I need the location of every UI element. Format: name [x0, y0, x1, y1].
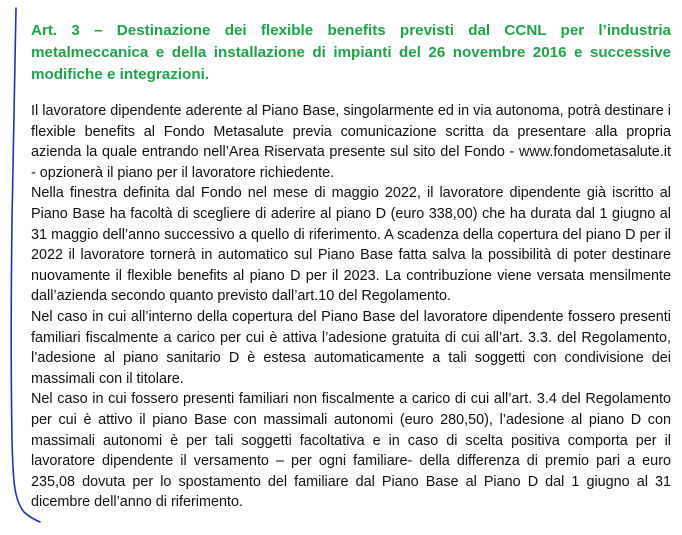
paragraph-adhesion: Il lavoratore dipendente aderente al Piano Base, singolarmente ed in via autonoma, potrà destinare i flexible benefits al Fondo Metasalute previa comunicazione scritta da presentare alla propria azienda la quale entrando nell’Area Riservata presente sul sito del Fondo - www.fondometasalute.it - opzionerà il piano per il lavoratore richiedente. — [31, 103, 671, 181]
article-content — [31, 20, 671, 513]
article-title: Art. 3 – Destinazione dei flexible benefits previsti dal CCNL per l’industria metalmeccanica e della installazione di impianti del 26 novembre 2016 e successive modifiche e integrazioni. — [31, 22, 671, 83]
paragraph-dependent-family: Nel caso in cui all’interno della copertura del Piano Base del lavoratore dipendente fossero presenti familiari fiscalmente a carico per cui è attiva l’adesione gratuita di cui all’art. 3.3. del Regolamento, l’adesione al piano sanitario D è estesa automaticamente a tali soggetti con condivisione dei massimali con il titolare. — [31, 308, 671, 387]
paragraph-plan-d-window: Nella finestra definita dal Fondo nel mese di maggio 2022, il lavoratore dipendente già iscritto al Piano Base ha facoltà di scegliere di aderire al piano D (euro 338,00) che ha durata dal 1 giugno al 31 maggio dell’anno successivo a quello di riferimento. A scadenza della copertura del piano D per il 2022 il lavoratore tornerà in automatico sul Piano Base fatta salva la possibilità di poter destinare nuovamente il flexible benefits al piano D per il 2023. La contribuzione viene versata mensilmente dall’azienda secondo quanto previsto dall’art.10 del Regolamento. — [31, 185, 671, 305]
paragraph-non-dependent-family: Nel caso in cui fossero presenti familiari non fiscalmente a carico di cui all’art. 3.4 del Regolamento per cui è attivo il piano Base con massimali autonomi (euro 280,50), l’adesione al piano D con massimali autonomi è per tali soggetti facoltativa e in caso di scelta positiva comporta per il lavoratore dipendente il versamento – per ogni familiare- della differenza di premio pari a euro 235,08 dovuta per lo spostamento del familiare dal Piano Base al Piano D dal 1 giugno al 31 dicembre dell’anno di riferimento. — [31, 391, 671, 511]
